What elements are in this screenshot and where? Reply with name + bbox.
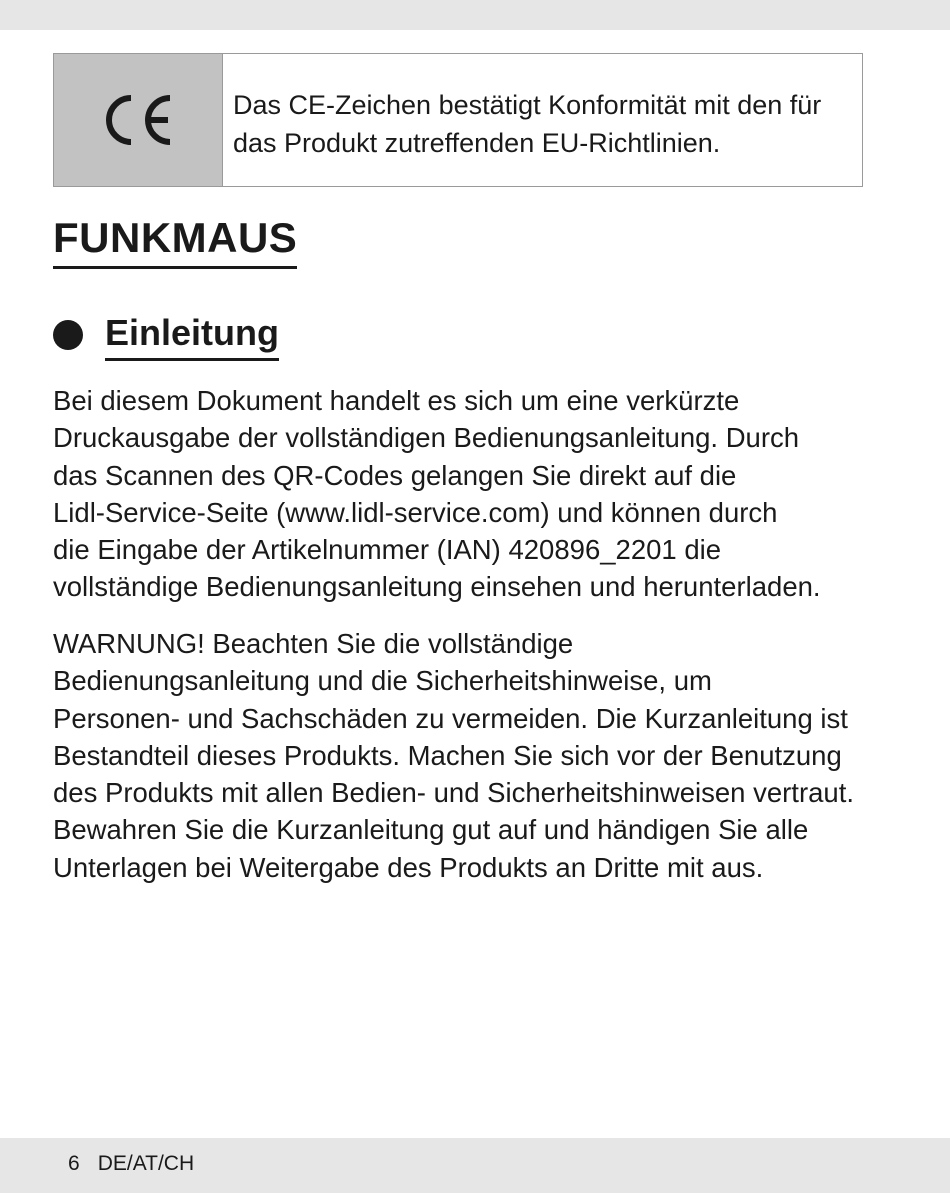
ce-notice-line: das Produkt zutreffenden EU-Richtlinien. [233,128,721,158]
warning-line: Bestandteil dieses Produkts. Machen Sie sich vor der Benutzung [53,739,842,771]
ce-notice-box [53,53,863,187]
warning-line: Bedienungsanleitung und die Sicherheitshinweise, um [53,665,712,697]
intro-line: Bei diesem Dokument handelt es sich um eine verkürzte [53,385,740,416]
intro-line: Lidl-Service-Seite (www.lidl-service.com) und können durch [53,496,778,528]
warning-line: Bewahren Sie die Kurzanleitung gut auf und händigen Sie alle [53,814,809,846]
section-title: Einleitung [105,308,279,361]
bullet-icon [53,320,83,350]
warning-line: Personen- und Sachschäden zu vermeiden. Die Kurzanleitung ist [53,702,848,734]
region-label: DE/AT/CH [97,1152,195,1175]
section-heading [53,308,279,361]
warning-line: WARNUNG! Beachten Sie die vollständige [53,628,574,659]
document-title: FUNKMAUS [53,210,297,269]
warning-paragraph [53,625,883,886]
ce-mark-icon [98,90,178,150]
footer [68,1150,194,1178]
ce-mark-cell [54,54,223,186]
ce-notice-text [223,54,862,186]
warning-line: des Produkts mit allen Bedien- und Sicherheitshinweisen vertraut. [53,777,854,809]
page-number: 6 [68,1152,80,1175]
top-margin-bar [0,0,950,30]
warning-line: Unterlagen bei Weitergabe des Produkts an Dritte mit aus. [53,851,764,883]
intro-line: das Scannen des QR-Codes gelangen Sie direkt auf die [53,459,737,491]
intro-line: vollständige Bedienungsanleitung einsehen und herunterladen. [53,571,821,603]
ce-notice-line: Das CE-Zeichen bestätigt Konformität mit den für [233,90,822,120]
intro-line: Druckausgabe der vollständigen Bedienungsanleitung. Durch [53,422,800,454]
intro-paragraph [53,382,883,606]
intro-line: die Eingabe der Artikelnummer (IAN) 420896_2201 die [53,534,722,566]
